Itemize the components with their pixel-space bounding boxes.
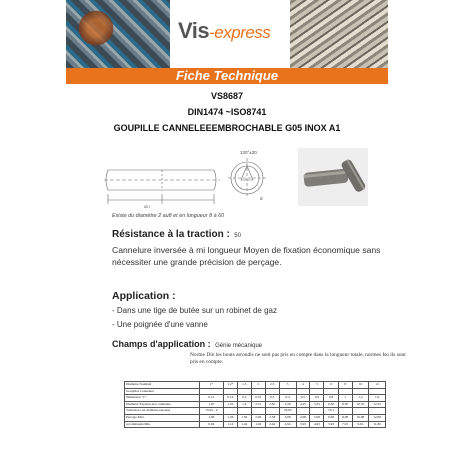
brand-accent: -express bbox=[209, 23, 271, 42]
table-cell bbox=[223, 408, 237, 415]
table-cell bbox=[251, 408, 265, 415]
table-cell: 2,06 bbox=[251, 414, 265, 421]
table-cell bbox=[369, 408, 386, 415]
table-row bbox=[125, 414, 386, 421]
table-row bbox=[125, 401, 386, 408]
table-row bbox=[125, 421, 386, 428]
table-cell: 2,94 bbox=[279, 421, 296, 428]
dimensions-table bbox=[124, 381, 386, 428]
table-cell: 3,93 bbox=[296, 421, 310, 428]
table-cell: 0,5 bbox=[296, 395, 310, 402]
table-row bbox=[125, 388, 386, 395]
document-page bbox=[66, 0, 406, 452]
traction-row bbox=[112, 224, 241, 242]
table-cell: 1,25 bbox=[223, 401, 237, 408]
table-cell: 8 bbox=[338, 382, 352, 389]
table-cell: 1,56 bbox=[237, 414, 251, 421]
application-heading: Application : bbox=[112, 290, 176, 302]
table-cell bbox=[296, 408, 310, 415]
table-cell: 1,94 bbox=[251, 421, 265, 428]
reference-code: VS8687 bbox=[210, 91, 244, 101]
product-name: GOUPILLE CANNELEEEMBROCHABLE G05 INOX A1 bbox=[113, 123, 341, 133]
table-cell: 1 bbox=[338, 395, 352, 402]
table-cell: recommandé Min. bbox=[125, 421, 200, 428]
table-cell bbox=[352, 408, 369, 415]
table-cell: 8,08 bbox=[338, 414, 352, 421]
table-cell: 0,25 bbox=[251, 395, 265, 402]
table-cell: 2,65 bbox=[265, 401, 279, 408]
title-bar bbox=[66, 68, 388, 84]
table-cell: 1,6 bbox=[237, 401, 251, 408]
table-cell: 6 bbox=[324, 382, 338, 389]
table-cell: Goupilles Cannelées bbox=[125, 388, 200, 395]
standard-note: Norme Din les bouts arrondis ne sont pas pris en compte dans la longueur totale, normes Iso ils sont pris en compte. bbox=[190, 352, 406, 365]
table-cell bbox=[223, 388, 237, 395]
table-cell: 4,08 bbox=[296, 414, 310, 421]
table-cell: ±0,05 bbox=[279, 408, 296, 415]
table-cell: 6,30 bbox=[324, 401, 338, 408]
table-cell: 0,4 bbox=[279, 395, 296, 402]
table-cell: 2 bbox=[251, 382, 265, 389]
description-text: Cannelure inversée à mi longueur Moyen de fixation économique sans nécessiter une grande précision de perçage. bbox=[112, 245, 381, 267]
table-cell bbox=[237, 408, 251, 415]
table-cell bbox=[338, 388, 352, 395]
header-banner bbox=[66, 0, 388, 68]
champs-value: Génie mécanique bbox=[215, 343, 263, 349]
traction-label: Résistance à la traction : bbox=[112, 229, 230, 240]
table-cell bbox=[251, 388, 265, 395]
table-cell: 2,58 bbox=[265, 414, 279, 421]
traction-value: 50 bbox=[234, 233, 241, 239]
table-cell: 0,3 bbox=[265, 395, 279, 402]
table-cell: 2,44 bbox=[265, 421, 279, 428]
table-cell bbox=[338, 408, 352, 415]
table-cell bbox=[199, 388, 223, 395]
table-cell: 0,2 bbox=[237, 395, 251, 402]
table-cell bbox=[369, 388, 386, 395]
product-photo bbox=[298, 148, 368, 206]
table-cell: 0,6 bbox=[310, 395, 324, 402]
table-cell: 0,14 bbox=[199, 395, 223, 402]
standard-code: DIN1474 ~ISO8741 bbox=[187, 107, 267, 117]
availability-caption: Existe du diamètre 2 au8 et en longueur 8 à 60 bbox=[112, 213, 225, 219]
table-cell: 1,2 bbox=[352, 395, 369, 402]
table-cell: 1,5 bbox=[237, 382, 251, 389]
technical-drawing bbox=[104, 142, 274, 212]
table-cell: Diamètre Expansé non cannelure bbox=[125, 401, 200, 408]
table-cell: 10,08 bbox=[352, 414, 369, 421]
champs-label: Champs d'application : bbox=[112, 339, 211, 349]
table-cell: 6,08 bbox=[324, 414, 338, 421]
table-cell: Dimension "C" bbox=[125, 395, 200, 402]
table-cell bbox=[324, 388, 338, 395]
table-row bbox=[125, 408, 386, 415]
table-cell: 5 bbox=[310, 382, 324, 389]
table-row bbox=[125, 395, 386, 402]
table-header-row bbox=[125, 382, 386, 389]
table-cell bbox=[279, 388, 296, 395]
table-cell: 1* bbox=[199, 382, 223, 389]
table-cell bbox=[237, 388, 251, 395]
table-cell: 4,93 bbox=[310, 421, 324, 428]
table-cell: 3 bbox=[279, 382, 296, 389]
table-cell: 1,05 bbox=[199, 401, 223, 408]
table-cell bbox=[310, 408, 324, 415]
table-cell: 11,89 bbox=[369, 421, 386, 428]
table-cell: 5,08 bbox=[310, 414, 324, 421]
table-cell: 2,5 bbox=[265, 382, 279, 389]
table-cell: 5,25 bbox=[310, 401, 324, 408]
document-title: Fiche Technique bbox=[175, 68, 279, 83]
table-cell: ±0,1 bbox=[324, 408, 338, 415]
table-cell: 12,35 bbox=[369, 401, 386, 408]
table-cell: 0,8 bbox=[324, 395, 338, 402]
table-cell: Perçage Max. bbox=[125, 414, 200, 421]
champs-row bbox=[112, 334, 262, 352]
brand-name: Vis bbox=[178, 18, 210, 43]
table-cell: 12,08 bbox=[369, 414, 386, 421]
table-cell bbox=[296, 388, 310, 395]
table-cell: 1,06 bbox=[199, 414, 223, 421]
table-cell: 7,91 bbox=[338, 421, 352, 428]
table-cell: 1,6 bbox=[369, 395, 386, 402]
diameter-label: d bbox=[260, 196, 263, 201]
table-cell: 10 bbox=[352, 382, 369, 389]
table-cell bbox=[352, 388, 369, 395]
application-item-2: - Une poignée d'une vanne bbox=[112, 320, 208, 329]
table-cell: 0,94 bbox=[199, 421, 223, 428]
table-cell: 0,16 bbox=[223, 395, 237, 402]
table-cell: 4 bbox=[296, 382, 310, 389]
table-cell: 12 bbox=[369, 382, 386, 389]
table-cell: +0,05 - 0 bbox=[199, 408, 223, 415]
table-cell: 4,25 bbox=[296, 401, 310, 408]
application-item-1: - Dans une tige de butée sur un robinet de gaz bbox=[112, 306, 277, 315]
table-cell: 3,08 bbox=[279, 414, 296, 421]
table-cell bbox=[310, 388, 324, 395]
table-cell bbox=[265, 388, 279, 395]
screws-photo bbox=[290, 0, 388, 68]
table-cell: 1,44 bbox=[237, 421, 251, 428]
table-cell: 9,91 bbox=[352, 421, 369, 428]
table-cell: 10,35 bbox=[352, 401, 369, 408]
table-cell: 8,30 bbox=[338, 401, 352, 408]
table-cell: Diamètre Nominal bbox=[125, 382, 200, 389]
angle-label: 120°±20 bbox=[240, 150, 257, 155]
table-cell: 3,20 bbox=[279, 401, 296, 408]
tools-photo bbox=[66, 0, 170, 68]
table-cell bbox=[265, 408, 279, 415]
brand-logo bbox=[178, 18, 270, 44]
table-cell: 5,93 bbox=[324, 421, 338, 428]
length-label: l/2 l bbox=[144, 204, 151, 209]
table-cell: 1,14 bbox=[223, 421, 237, 428]
table-cell: 2,15 bbox=[251, 401, 265, 408]
table-cell: 1,26 bbox=[223, 414, 237, 421]
table-cell: 1,2* bbox=[223, 382, 237, 389]
table-cell: Tolérances sur diamètre expansé bbox=[125, 408, 200, 415]
